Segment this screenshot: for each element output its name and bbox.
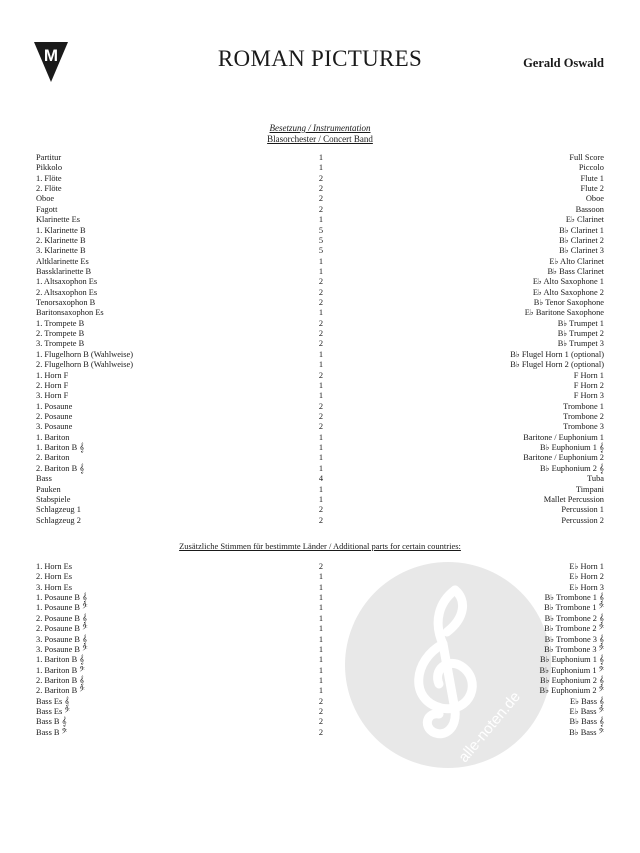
part-row [36,495,604,505]
part-count: 1 [318,593,324,603]
part-name-english: B♭ Trombone 3 𝄞 [544,634,604,644]
part-count: 2 [318,411,324,421]
part-name-german: Stabspiele [36,494,71,504]
part-name-german: 1. Bariton B 𝄢 [36,665,85,675]
part-row [36,350,604,360]
part-row [36,360,604,370]
part-row [36,464,604,474]
part-name-german: 1. Bariton B 𝄞 [36,655,85,665]
part-row [36,153,604,163]
part-row [36,329,604,339]
part-name-german: 1. Flugelhorn B (Wahlweise) [36,349,134,359]
part-name-german: 1. Posaune B 𝄢 [36,603,88,613]
part-row [36,645,604,655]
part-count: 2 [318,287,324,297]
part-name-german: Bassklarinette B [36,266,92,276]
part-row [36,624,604,634]
part-count: 1 [318,624,324,634]
part-name-german: 2. Posaune B 𝄢 [36,624,88,634]
part-name-english: F Horn 2 [573,380,604,390]
part-count: 1 [318,443,324,453]
instrumentation-heading: Besetzung / Instrumentation [269,123,371,133]
part-name-english: B♭ Flugel Horn 1 (optional) [510,349,604,359]
part-name-english: B♭ Trombone 3 𝄢 [544,644,604,654]
part-row [36,474,604,484]
part-count: 1 [318,432,324,442]
part-row [36,174,604,184]
part-name-english: Full Score [569,153,604,162]
part-count: 5 [318,235,324,245]
page-title: ROMAN PICTURES [217,46,423,71]
part-name-german: 1. Klarinette B [36,225,86,235]
part-name-german: 2. Flöte [36,184,62,194]
part-name-german: Baritonsaxophon Es [36,308,104,318]
part-row [36,686,604,696]
part-name-english: E♭ Bass 𝄢 [569,707,604,717]
part-name-german: Altklarinette Es [36,256,89,266]
part-name-english: Percussion 2 [561,515,604,525]
part-row [36,583,604,593]
part-row [36,267,604,277]
part-name-english: B♭ Euphonium 2 𝄞 [539,463,604,473]
part-row [36,443,604,453]
part-count: 2 [318,184,324,194]
part-count: 2 [318,562,324,571]
instrumentation-list [36,153,604,526]
part-row [36,391,604,401]
part-count: 2 [318,727,324,737]
part-name-english: B♭ Euphonium 2 𝄢 [539,686,604,696]
part-count: 2 [318,173,324,183]
part-name-german: 1. Flöte [36,173,62,183]
part-name-german: 2. Horn Es [36,572,73,582]
part-name-german: Tenorsaxophon B [36,298,96,308]
part-name-german: 3. Posaune B 𝄢 [36,644,88,654]
part-count: 1 [318,380,324,390]
part-row [36,412,604,422]
part-name-german: 2. Klarinette B [36,235,86,245]
part-name-english: B♭ Euphonium 1 𝄢 [539,665,604,675]
part-row [36,381,604,391]
part-name-english: E♭ Alto Saxophone 1 [532,277,604,287]
part-name-english: E♭ Alto Clarinet [549,256,604,266]
part-name-english: B♭ Bass Clarinet [547,266,604,276]
part-row [36,288,604,298]
part-row [36,215,604,225]
part-count: 1 [318,582,324,592]
part-row [36,339,604,349]
part-name-german: 2. Bariton B 𝄢 [36,686,85,696]
part-name-english: Oboe [585,194,604,204]
part-count: 2 [318,401,324,411]
part-name-english: F Horn 1 [573,370,604,380]
part-row [36,205,604,215]
part-count: 1 [318,613,324,623]
part-name-german: 2. Horn F [36,380,69,390]
part-name-german: 1. Bariton B 𝄞 [36,443,85,453]
part-name-english: Bassoon [575,204,604,214]
part-row [36,655,604,665]
part-name-german: 1. Altsaxophon Es [36,277,98,287]
part-row [36,308,604,318]
part-name-english: Percussion 1 [561,505,604,515]
part-row [36,277,604,287]
part-row [36,298,604,308]
part-count: 1 [318,266,324,276]
part-count: 2 [318,515,324,525]
part-row [36,236,604,246]
part-count: 1 [318,484,324,494]
part-name-english: Trombone 2 [563,411,604,421]
part-name-english: Timpani [575,484,604,494]
part-name-english: B♭ Bass 𝄢 [569,727,604,737]
part-row [36,485,604,495]
part-name-german: 1. Horn Es [36,562,73,571]
part-count: 1 [318,153,324,162]
part-count: 1 [318,360,324,370]
part-name-english: B♭ Trombone 1 𝄢 [544,603,604,613]
part-row [36,371,604,381]
part-name-english: Trombone 3 [563,422,604,432]
part-row [36,226,604,236]
part-name-english: B♭ Trombone 1 𝄞 [544,593,604,603]
part-name-english: B♭ Euphonium 2 𝄞 [539,675,604,685]
part-name-english: B♭ Trombone 2 𝄞 [544,613,604,623]
part-row [36,402,604,412]
part-name-english: Baritone / Euphonium 2 [523,453,604,463]
part-name-german: 1. Horn F [36,370,69,380]
part-name-german: 1. Bariton [36,432,70,442]
watermark-text: alle-noten.de [455,688,524,766]
composer-name: Gerald Oswald [523,56,604,70]
part-name-english: Trombone 1 [563,401,604,411]
part-row [36,194,604,204]
part-name-german: 2. Posaune B 𝄞 [36,613,88,623]
part-name-german: 3. Horn Es [36,582,73,592]
part-count: 1 [318,686,324,696]
part-row [36,697,604,707]
part-row [36,184,604,194]
part-count: 1 [318,308,324,318]
part-name-english: B♭ Clarinet 2 [559,235,604,245]
part-name-german: 2. Trompete B [36,329,85,339]
part-count: 2 [318,505,324,515]
part-count: 1 [318,644,324,654]
part-name-english: E♭ Horn 2 [569,572,604,582]
part-name-german: Pauken [36,484,61,494]
part-name-german: 3. Klarinette B [36,246,86,256]
additional-parts-heading: Zusätzliche Stimmen für bestimmte Länder / Additional parts for certain countries: [179,541,461,551]
part-count: 1 [318,665,324,675]
part-name-english: Flute 1 [580,173,604,183]
part-count: 1 [318,391,324,401]
part-name-german: 3. Posaune B 𝄞 [36,634,88,644]
part-count: 1 [318,603,324,613]
part-name-english: Flute 2 [580,184,604,194]
part-row [36,728,604,738]
part-name-english: B♭ Tenor Saxophone [533,298,604,308]
part-count: 5 [318,246,324,256]
part-count: 2 [318,696,324,706]
part-name-german: Bass [36,474,52,484]
part-count: 1 [318,494,324,504]
part-count: 1 [318,463,324,473]
part-row [36,666,604,676]
part-row [36,635,604,645]
part-count: 4 [318,474,324,484]
part-count: 2 [318,339,324,349]
part-name-german: Partitur [36,153,62,162]
part-row [36,562,604,572]
part-name-english: B♭ Euphonium 1 𝄞 [539,443,604,453]
logo-letter: M [43,46,59,65]
part-name-german: 2. Bariton B 𝄞 [36,463,85,473]
ensemble-heading: Blasorchester / Concert Band [267,134,373,144]
part-name-german: Bass Es 𝄢 [36,707,70,717]
part-name-english: B♭ Trumpet 2 [557,329,604,339]
part-name-german: Oboe [36,194,55,204]
part-name-german: 3. Horn F [36,391,69,401]
part-row [36,246,604,256]
part-name-english: E♭ Baritone Saxophone [524,308,604,318]
part-name-english: E♭ Clarinet [565,215,604,225]
part-name-german: Bass B 𝄢 [36,727,67,737]
part-name-german: 2. Altsaxophon Es [36,287,98,297]
part-name-german: 2. Bariton B 𝄞 [36,675,85,685]
part-name-english: B♭ Clarinet 1 [559,225,604,235]
part-count: 5 [318,225,324,235]
part-name-english: B♭ Trumpet 3 [557,339,604,349]
part-name-english: E♭ Alto Saxophone 2 [532,287,604,297]
part-name-german: Klarinette Es [36,215,80,225]
part-row [36,614,604,624]
part-count: 1 [318,349,324,359]
part-name-german: 1. Posaune B 𝄞 [36,593,88,603]
part-name-german: 1. Trompete B [36,318,85,328]
part-count: 1 [318,163,324,173]
part-name-english: F Horn 3 [573,391,604,401]
part-name-german: Schlagzeug 1 [36,505,81,515]
part-name-german: Fagott [36,204,58,214]
part-count: 1 [318,453,324,463]
part-count: 1 [318,215,324,225]
part-name-english: B♭ Clarinet 3 [559,246,604,256]
part-name-english: Mallet Percussion [543,494,604,504]
part-name-english: B♭ Bass 𝄞 [569,717,604,727]
part-row [36,433,604,443]
part-row [36,676,604,686]
part-count: 2 [318,422,324,432]
part-count: 2 [318,370,324,380]
part-count: 2 [318,194,324,204]
part-count: 2 [318,204,324,214]
part-row [36,319,604,329]
part-count: 2 [318,277,324,287]
part-name-english: Tuba [587,474,604,484]
part-name-german: Schlagzeug 2 [36,515,81,525]
part-name-german: 2. Bariton [36,453,70,463]
part-name-english: E♭ Horn 3 [569,582,604,592]
part-name-german: 3. Trompete B [36,339,85,349]
part-row [36,707,604,717]
part-name-german: 2. Flugelhorn B (Wahlweise) [36,360,134,370]
part-count: 2 [318,298,324,308]
part-count: 1 [318,256,324,266]
part-count: 2 [318,707,324,717]
part-name-english: B♭ Trumpet 1 [557,318,604,328]
part-row [36,163,604,173]
part-row [36,453,604,463]
part-count: 1 [318,675,324,685]
part-count: 1 [318,634,324,644]
part-name-german: Bass B 𝄞 [36,717,67,727]
part-count: 1 [318,572,324,582]
part-row [36,257,604,267]
part-row [36,505,604,515]
part-name-german: 3. Posaune [36,422,73,432]
part-row [36,717,604,727]
part-count: 2 [318,329,324,339]
part-name-german: Bass Es 𝄞 [36,696,70,706]
part-row [36,603,604,613]
part-count: 2 [318,717,324,727]
part-name-english: B♭ Trombone 2 𝄢 [544,624,604,634]
part-name-english: Baritone / Euphonium 1 [523,432,604,442]
part-name-german: Pikkolo [36,163,63,173]
part-row [36,516,604,526]
part-name-english: B♭ Euphonium 1 𝄞 [539,655,604,665]
part-name-german: 1. Posaune [36,401,73,411]
part-name-english: Piccolo [578,163,604,173]
part-name-german: 2. Posaune [36,411,73,421]
part-count: 1 [318,655,324,665]
part-name-english: B♭ Flugel Horn 2 (optional) [510,360,604,370]
part-row [36,593,604,603]
part-row [36,572,604,582]
additional-parts-list [36,562,604,738]
part-row [36,422,604,432]
part-count: 2 [318,318,324,328]
part-name-english: E♭ Bass 𝄞 [569,696,604,706]
part-name-english: E♭ Horn 1 [569,562,604,571]
